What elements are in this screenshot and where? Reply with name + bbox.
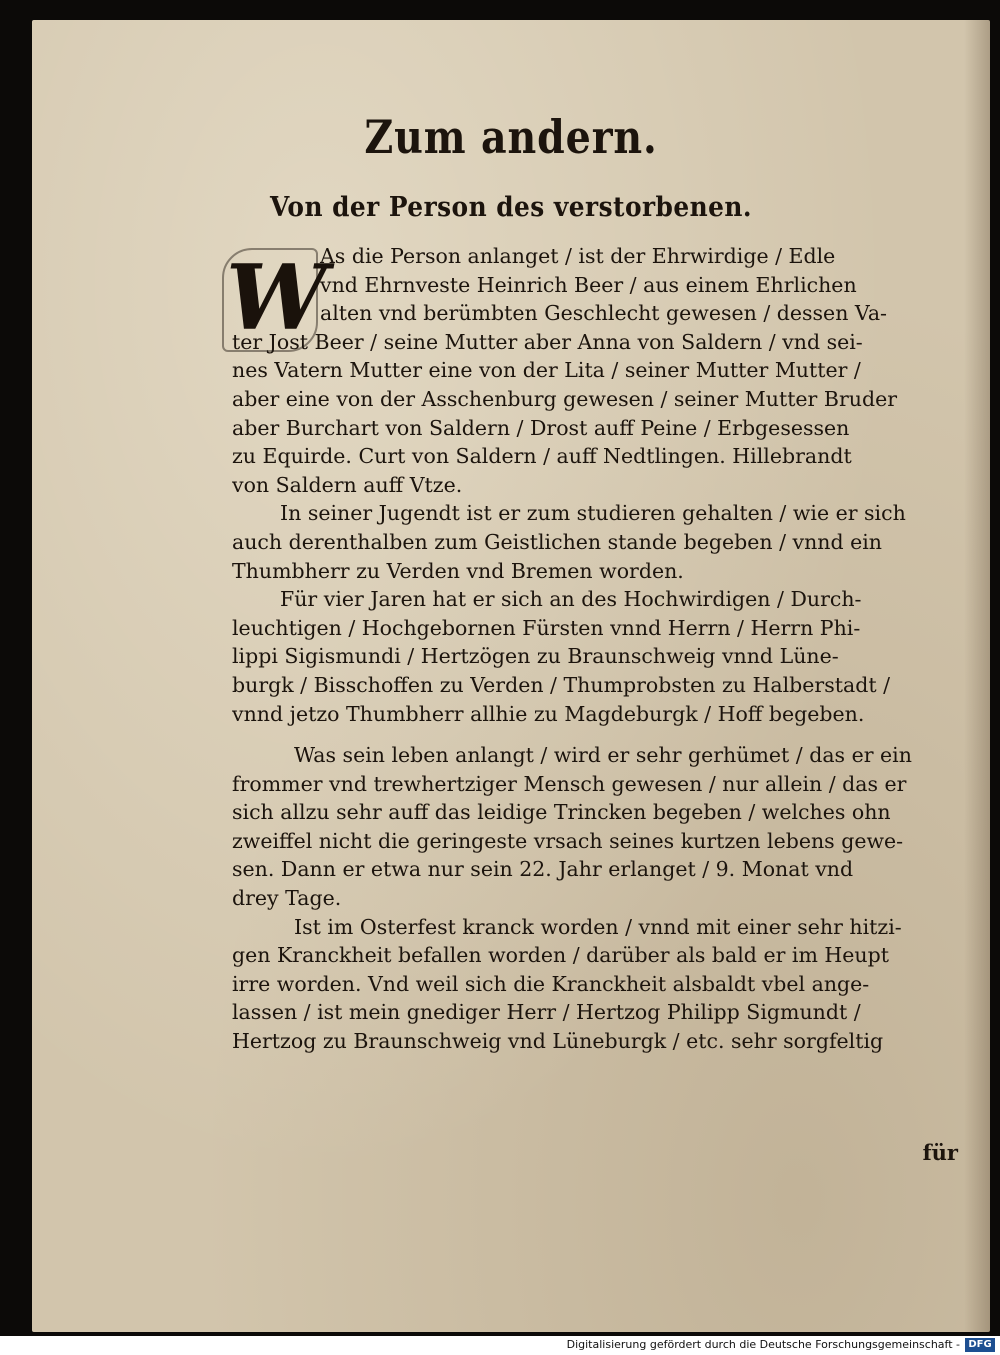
text-line: sich allzu sehr auff das leidige Trincken begeben / welches ohn — [232, 800, 891, 825]
text-line: Für vier Jaren hat er sich an des Hochwirdigen / Durch- — [280, 587, 862, 612]
text-line: aber eine von der Asschenburg gewesen / seiner Mutter Bruder — [232, 386, 897, 411]
text-line: sen. Dann er etwa nur sein 22. Jahr erlanget / 9. Monat vnd — [232, 857, 854, 882]
text-line: drey Tage. — [232, 886, 342, 911]
text-line: von Saldern auff Vtze. — [232, 472, 463, 497]
text-line: vnnd jetzo Thumbherr allhie zu Magdeburgk / Hoff begeben. — [232, 701, 865, 726]
text-line: vnd Ehrnveste Heinrich Beer / aus einem Ehrlichen — [320, 272, 857, 297]
text-line: zweiffel nicht die geringeste vrsach seines kurtzen lebens gewe- — [232, 828, 904, 853]
text-line: alten vnd berümbten Geschlecht gewesen / dessen Va- — [320, 301, 887, 326]
text-line: nes Vatern Mutter eine von der Lita / seiner Mutter Mutter / — [232, 358, 861, 383]
catchword: für — [922, 1140, 958, 1165]
text-line: Thumbherr zu Verden vnd Bremen worden. — [232, 558, 684, 583]
text-line: lassen / ist mein gnediger Herr / Hertzog Philipp Sigmundt / — [232, 1000, 861, 1025]
text-line: As die Person anlanget / ist der Ehrwirdige / Edle — [320, 244, 836, 268]
text-line: aber Burchart von Saldern / Drost auff Peine / Erbgesessen — [232, 415, 850, 440]
text-line: leuchtigen / Hochgebornen Fürsten vnnd Herrn / Herrn Phi- — [232, 615, 861, 640]
text-line: irre worden. Vnd weil sich die Kranckheit alsbaldt vbel ange- — [232, 971, 870, 996]
page-spine-shadow — [964, 20, 990, 1332]
text-line: Hertzog zu Braunschweig vnd Lüneburgk / etc. sehr sorgfeltig — [232, 1029, 884, 1054]
dfg-logo: DFG — [965, 1338, 995, 1352]
text-line: burgk / Bisschoffen zu Verden / Thumprobsten zu Halberstadt / — [232, 672, 890, 697]
paragraph-gap — [232, 728, 952, 741]
text-line: gen Kranckheit befallen worden / darüber als bald er im Heupt — [232, 943, 889, 968]
drop-cap: W — [226, 245, 328, 351]
text-line: Ist im Osterfest kranck worden / vnnd mit einer sehr hitzi- — [294, 914, 902, 939]
body-text — [232, 242, 952, 1056]
text-line: frommer vnd trewhertziger Mensch gewesen / nur allein / das er — [232, 771, 907, 796]
text-line: lippi Sigismundi / Hertzögen zu Braunschweig vnnd Lüne- — [232, 644, 839, 669]
page-subtitle: Von der Person des verstorbenen. — [269, 192, 753, 223]
footer-credit: Digitalisierung gefördert durch die Deutsche Forschungsgemeinschaft - — [566, 1338, 960, 1351]
text-line: zu Equirde. Curt von Saldern / auff Nedtlingen. Hillebrandt — [232, 444, 852, 469]
text-line: In seiner Jugendt ist er zum studieren gehalten / wie er sich — [280, 501, 906, 526]
text-line: ter Jost Beer / seine Mutter aber Anna von Saldern / vnd sei- — [232, 329, 863, 354]
page-title: Zum andern. — [364, 110, 658, 164]
text-line: auch derenthalben zum Geistlichen stande begeben / vnnd ein — [232, 529, 883, 554]
text-line: Was sein leben anlangt / wird er sehr gerhümet / das er ein — [294, 743, 912, 768]
